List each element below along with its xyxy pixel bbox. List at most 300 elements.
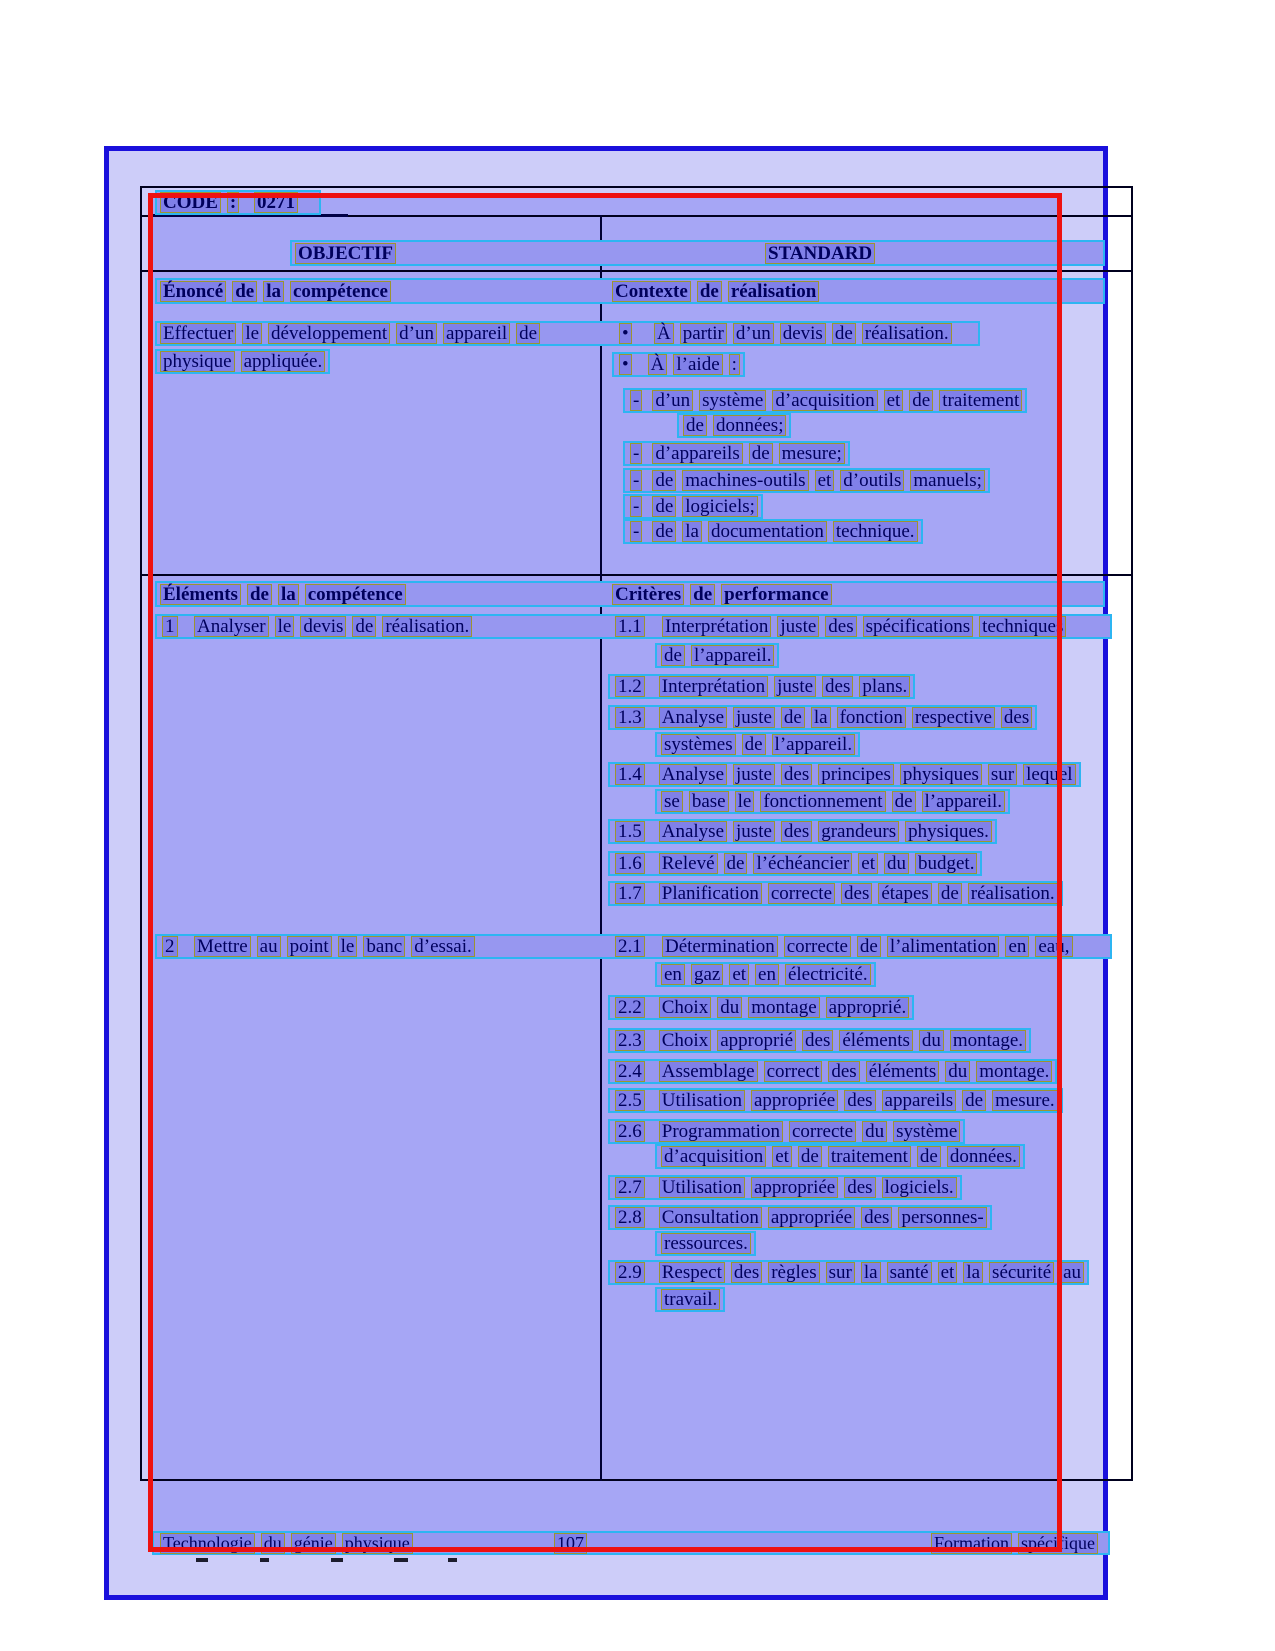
word-box: appliquée. bbox=[241, 351, 326, 372]
element-2-criterion-2-1 bbox=[155, 934, 1112, 959]
word-box: de bbox=[938, 883, 962, 904]
word-box: Relevé bbox=[659, 853, 718, 874]
word-box: STANDARD bbox=[765, 243, 875, 264]
ocr-segment bbox=[683, 415, 786, 436]
ocr-segment bbox=[615, 1061, 645, 1082]
ocr-segment bbox=[648, 354, 740, 375]
word-box: éléments bbox=[839, 1030, 913, 1051]
criterion-1-7 bbox=[608, 881, 1063, 906]
word-box: d’outils bbox=[840, 470, 904, 491]
word-box: réalisation. bbox=[968, 883, 1058, 904]
ocr-segment bbox=[254, 192, 298, 213]
word-box: traitement bbox=[939, 390, 1022, 411]
word-box: traitement bbox=[828, 1146, 911, 1167]
word-box: la bbox=[278, 584, 299, 605]
word-box: Assemblage bbox=[659, 1061, 758, 1082]
ocr-segment bbox=[194, 616, 472, 637]
word-box: devis bbox=[300, 616, 346, 637]
word-box: principes bbox=[818, 764, 894, 785]
word-box: éléments bbox=[866, 1061, 940, 1082]
ocr-segment bbox=[612, 583, 832, 605]
word-box: budget. bbox=[915, 853, 977, 874]
ocr-segment bbox=[160, 351, 325, 372]
word-box: de bbox=[909, 390, 933, 411]
ocr-segment bbox=[661, 964, 871, 985]
word-box: 1.7 bbox=[615, 883, 645, 904]
word-box: de bbox=[516, 323, 540, 344]
ocr-segment bbox=[630, 521, 642, 542]
word-box: juste bbox=[777, 616, 819, 637]
word-box: approprié. bbox=[826, 997, 910, 1018]
word-box: Interprétation bbox=[659, 676, 768, 697]
word-box: appareil bbox=[443, 323, 510, 344]
word-box: développement bbox=[268, 323, 390, 344]
element-1-criterion-1-1 bbox=[155, 614, 1112, 639]
word-box: Consultation bbox=[659, 1207, 762, 1228]
word-box: au bbox=[1060, 1262, 1084, 1283]
ocr-segment bbox=[162, 616, 178, 637]
word-box: 2.4 bbox=[615, 1061, 645, 1082]
ocr-segment bbox=[615, 1121, 645, 1142]
word-box: d’acquisition bbox=[772, 390, 877, 411]
ocr-segment bbox=[160, 280, 391, 302]
ocr-segment bbox=[661, 791, 1005, 812]
word-box: correcte bbox=[789, 1121, 856, 1142]
ocr-segment bbox=[652, 496, 758, 517]
word-box: le bbox=[275, 616, 295, 637]
context-sub-1 bbox=[623, 388, 1027, 413]
word-box: physiques bbox=[900, 764, 982, 785]
ocr-segment bbox=[162, 936, 178, 957]
word-box: personnes- bbox=[898, 1207, 986, 1228]
word-box: Choix bbox=[659, 1030, 711, 1051]
word-box: logiciels. bbox=[882, 1177, 957, 1198]
word-box: l’aide bbox=[673, 354, 722, 375]
word-box: Utilisation bbox=[659, 1090, 745, 1111]
word-box: travail. bbox=[661, 1289, 720, 1310]
word-box: la bbox=[963, 1262, 983, 1283]
ocr-segment bbox=[659, 883, 1058, 904]
word-box: • bbox=[619, 354, 632, 375]
ocr-segment bbox=[554, 1533, 587, 1553]
word-box: montage bbox=[748, 997, 819, 1018]
word-box: ressources. bbox=[661, 1233, 751, 1254]
word-box: des bbox=[802, 1030, 833, 1051]
word-box: point bbox=[287, 936, 332, 957]
word-box: mesure; bbox=[779, 443, 845, 464]
word-box: Formation bbox=[931, 1533, 1012, 1554]
footer-line bbox=[152, 1531, 1110, 1555]
ocr-segment bbox=[615, 936, 645, 957]
word-box: physique bbox=[342, 1533, 413, 1554]
word-box: de bbox=[232, 281, 257, 302]
ocr-segment bbox=[661, 1289, 720, 1310]
print-artifact bbox=[196, 1558, 208, 1562]
word-box: des bbox=[781, 821, 812, 842]
ocr-segment bbox=[661, 1146, 1020, 1167]
word-box: la bbox=[811, 707, 831, 728]
word-box: d’un bbox=[396, 323, 437, 344]
section-header-line-2 bbox=[155, 581, 1105, 607]
word-box: appareils bbox=[882, 1090, 957, 1111]
word-box: du bbox=[862, 1121, 887, 1142]
word-box: respective bbox=[912, 707, 995, 728]
criterion-1-2 bbox=[608, 674, 915, 699]
word-box: de bbox=[352, 616, 376, 637]
word-box: Éléments bbox=[160, 584, 241, 605]
word-box: 2.6 bbox=[615, 1121, 645, 1142]
word-box: l’appareil. bbox=[922, 791, 1006, 812]
word-box: manuels; bbox=[910, 470, 985, 491]
ocr-segment bbox=[630, 496, 642, 517]
column-header-line bbox=[290, 240, 1105, 266]
word-box: étapes bbox=[878, 883, 931, 904]
word-box: - bbox=[630, 390, 642, 411]
ocr-segment bbox=[659, 1030, 1026, 1051]
ocr-segment bbox=[615, 707, 645, 728]
criterion-2-8b bbox=[655, 1231, 756, 1256]
print-artifact bbox=[260, 1558, 269, 1562]
word-box: Respect bbox=[659, 1262, 725, 1283]
word-box: 2.8 bbox=[615, 1207, 645, 1228]
word-box: correcte bbox=[768, 883, 835, 904]
word-box: et bbox=[938, 1262, 958, 1283]
ocr-segment bbox=[630, 443, 642, 464]
ocr-segment bbox=[659, 1090, 1058, 1111]
ocr-segment bbox=[630, 390, 642, 411]
criterion-2-1b bbox=[655, 962, 876, 987]
word-box: d’acquisition bbox=[661, 1146, 766, 1167]
word-box: systèmes bbox=[661, 734, 736, 755]
word-box: de bbox=[690, 584, 715, 605]
word-box: physique bbox=[160, 351, 235, 372]
header-separator-line bbox=[140, 270, 1133, 272]
ocr-segment bbox=[160, 323, 540, 344]
word-box: techniques bbox=[979, 616, 1066, 637]
word-box: d’essai. bbox=[411, 936, 475, 957]
ocr-segment bbox=[765, 242, 875, 264]
ocr-segment bbox=[615, 997, 645, 1018]
word-box: appropriée bbox=[751, 1177, 838, 1198]
statement-line-2 bbox=[155, 349, 330, 374]
word-box: : bbox=[227, 192, 239, 213]
word-box: Programmation bbox=[659, 1121, 783, 1142]
word-box: Choix bbox=[659, 997, 711, 1018]
word-box: banc bbox=[363, 936, 405, 957]
word-box: de bbox=[832, 323, 856, 344]
word-box: appropriée bbox=[751, 1090, 838, 1111]
word-box: du bbox=[261, 1533, 285, 1554]
word-box: réalisation. bbox=[382, 616, 472, 637]
ocr-segment bbox=[615, 1177, 645, 1198]
section-header-line-1 bbox=[155, 278, 1105, 304]
ocr-segment bbox=[659, 764, 1076, 785]
word-box: sécurité bbox=[989, 1262, 1054, 1283]
word-box: Analyse bbox=[659, 821, 727, 842]
word-box: compétence bbox=[305, 584, 406, 605]
ocr-segment bbox=[619, 323, 632, 344]
word-box: partir bbox=[680, 323, 727, 344]
word-box: l’alimentation bbox=[887, 936, 1000, 957]
code-line bbox=[155, 190, 321, 215]
word-box: grandeurs bbox=[818, 821, 899, 842]
criterion-2-6b bbox=[655, 1144, 1025, 1169]
word-box: 1.2 bbox=[615, 676, 645, 697]
word-box: la bbox=[682, 521, 702, 542]
word-box: l’appareil. bbox=[691, 645, 775, 666]
word-box: - bbox=[630, 470, 642, 491]
word-box: À bbox=[648, 354, 668, 375]
ocr-segment bbox=[615, 1262, 645, 1283]
word-box: Analyse bbox=[659, 707, 727, 728]
word-box: - bbox=[630, 496, 642, 517]
word-box: physiques. bbox=[905, 821, 992, 842]
ocr-segment bbox=[619, 354, 632, 375]
word-box: système bbox=[893, 1121, 960, 1142]
ocr-segment bbox=[659, 1061, 1053, 1082]
word-box: 1.6 bbox=[615, 853, 645, 874]
word-box: correcte bbox=[784, 936, 851, 957]
word-box: et bbox=[858, 853, 878, 874]
ocr-segment bbox=[654, 323, 952, 344]
word-box: de bbox=[917, 1146, 941, 1167]
word-box: des bbox=[844, 1177, 875, 1198]
word-box: Critères bbox=[612, 584, 684, 605]
word-box: données; bbox=[713, 415, 787, 436]
criterion-2-9 bbox=[608, 1260, 1089, 1285]
word-box: l’échéancier bbox=[753, 853, 852, 874]
word-box: machines-outils bbox=[682, 470, 808, 491]
ocr-segment bbox=[615, 821, 645, 842]
ocr-segment bbox=[652, 390, 1022, 411]
ocr-segment bbox=[160, 1533, 413, 1553]
word-box: appropriée bbox=[768, 1207, 855, 1228]
word-box: de bbox=[724, 853, 748, 874]
ocr-segment bbox=[615, 616, 645, 637]
word-box: des bbox=[781, 764, 812, 785]
word-box: OBJECTIF bbox=[295, 243, 396, 264]
word-box: de bbox=[742, 734, 766, 755]
criterion-2-9b bbox=[655, 1287, 725, 1312]
context-sub-4 bbox=[623, 494, 763, 519]
word-box: des bbox=[861, 1207, 892, 1228]
word-box: devis bbox=[780, 323, 826, 344]
word-box: et bbox=[772, 1146, 792, 1167]
ocr-segment bbox=[615, 1030, 645, 1051]
word-box: la bbox=[861, 1262, 881, 1283]
word-box: du bbox=[919, 1030, 944, 1051]
ocr-segment bbox=[612, 280, 819, 302]
criterion-2-7 bbox=[608, 1175, 962, 1200]
word-box: - bbox=[630, 521, 642, 542]
word-box: de bbox=[892, 791, 916, 812]
word-box: gaz bbox=[691, 964, 723, 985]
word-box: Contexte bbox=[612, 281, 691, 302]
word-box: juste bbox=[774, 676, 816, 697]
ocr-segment bbox=[615, 676, 645, 697]
word-box: en bbox=[1005, 936, 1029, 957]
word-box: de bbox=[661, 645, 685, 666]
word-box: des bbox=[731, 1262, 762, 1283]
ocr-segment bbox=[652, 443, 845, 464]
word-box: de bbox=[697, 281, 722, 302]
ocr-segment bbox=[662, 936, 1073, 957]
word-box: de bbox=[247, 584, 272, 605]
ocr-segment bbox=[615, 883, 645, 904]
ocr-segment bbox=[615, 764, 645, 785]
word-box: d’appareils bbox=[652, 443, 742, 464]
criterion-1-3b bbox=[655, 732, 860, 757]
criterion-1-5 bbox=[608, 819, 997, 844]
word-box: le bbox=[338, 936, 358, 957]
context-sub-1b bbox=[677, 413, 791, 438]
print-artifact bbox=[331, 1558, 343, 1562]
ocr-segment bbox=[630, 470, 642, 491]
word-box: 0271 bbox=[254, 192, 298, 213]
word-box: technique. bbox=[833, 521, 918, 542]
word-box: le bbox=[242, 323, 262, 344]
criterion-2-3 bbox=[608, 1028, 1031, 1053]
word-box: Énoncé bbox=[160, 281, 226, 302]
word-box: d’un bbox=[652, 390, 693, 411]
criterion-2-5 bbox=[608, 1088, 1063, 1113]
word-box: Planification bbox=[659, 883, 762, 904]
word-box: de bbox=[781, 707, 805, 728]
word-box: du bbox=[945, 1061, 970, 1082]
print-artifact bbox=[448, 1558, 457, 1562]
word-box: 1 bbox=[162, 616, 178, 637]
word-box: fonction bbox=[837, 707, 906, 728]
word-box: et bbox=[729, 964, 749, 985]
word-box: juste bbox=[733, 707, 775, 728]
word-box: des bbox=[825, 616, 856, 637]
word-box: mesure. bbox=[992, 1090, 1058, 1111]
ocr-segment bbox=[659, 997, 909, 1018]
word-box: plans. bbox=[859, 676, 910, 697]
word-box: 1.1 bbox=[615, 616, 645, 637]
word-box: 2.2 bbox=[615, 997, 645, 1018]
word-box: • bbox=[619, 323, 632, 344]
word-box: sur bbox=[826, 1262, 855, 1283]
word-box: de bbox=[749, 443, 773, 464]
ocr-segment bbox=[659, 1207, 987, 1228]
criterion-1-4b bbox=[655, 789, 1010, 814]
word-box: se bbox=[661, 791, 683, 812]
ocr-segment bbox=[160, 583, 406, 605]
word-box: lequel bbox=[1023, 764, 1075, 785]
word-box: en bbox=[661, 964, 685, 985]
word-box: de bbox=[683, 415, 707, 436]
word-box: des bbox=[822, 676, 853, 697]
word-box: des bbox=[828, 1061, 859, 1082]
word-box: de bbox=[857, 936, 881, 957]
ocr-segment bbox=[659, 1262, 1084, 1283]
statement-context-line bbox=[155, 321, 980, 346]
word-box: 1.3 bbox=[615, 707, 645, 728]
word-box: documentation bbox=[708, 521, 827, 542]
word-box: 1.4 bbox=[615, 764, 645, 785]
word-box: montage. bbox=[950, 1030, 1026, 1051]
ocr-segment bbox=[194, 936, 475, 957]
ocr-segment bbox=[661, 734, 855, 755]
word-box: 2.3 bbox=[615, 1030, 645, 1051]
criterion-2-4 bbox=[608, 1059, 1057, 1084]
word-box: Détermination bbox=[662, 936, 778, 957]
context-sub-2 bbox=[623, 441, 850, 466]
ocr-segment bbox=[160, 192, 239, 213]
word-box: 107 bbox=[554, 1533, 587, 1554]
word-box: de bbox=[652, 470, 676, 491]
ocr-segment bbox=[659, 1177, 957, 1198]
column-divider-line bbox=[600, 215, 602, 1481]
ocr-segment bbox=[615, 1207, 645, 1228]
criterion-2-2 bbox=[608, 995, 914, 1020]
ocr-segment bbox=[652, 470, 985, 491]
context-bullet-2 bbox=[612, 352, 745, 377]
word-box: règles bbox=[768, 1262, 819, 1283]
word-box: 1.5 bbox=[615, 821, 645, 842]
ocr-segment bbox=[659, 853, 978, 874]
word-box: spécifications bbox=[863, 616, 973, 637]
context-sub-3 bbox=[623, 468, 990, 493]
word-box: montage. bbox=[976, 1061, 1052, 1082]
ocr-segment bbox=[662, 616, 1066, 637]
word-box: données. bbox=[947, 1146, 1020, 1167]
criterion-2-8 bbox=[608, 1205, 992, 1230]
word-box: Effectuer bbox=[160, 323, 236, 344]
word-box: de bbox=[652, 521, 676, 542]
word-box: de bbox=[962, 1090, 986, 1111]
word-box: juste bbox=[733, 764, 775, 785]
ocr-segment bbox=[931, 1533, 1098, 1553]
word-box: 2.1 bbox=[615, 936, 645, 957]
ocr-segment bbox=[659, 707, 1032, 728]
word-box: du bbox=[884, 853, 909, 874]
context-sub-5 bbox=[623, 519, 923, 544]
word-box: Analyser bbox=[194, 616, 269, 637]
word-box: et bbox=[884, 390, 904, 411]
word-box: la bbox=[263, 281, 284, 302]
word-box: 2.5 bbox=[615, 1090, 645, 1111]
word-box: 2 bbox=[162, 936, 178, 957]
ocr-segment bbox=[659, 676, 910, 697]
criterion-2-6 bbox=[608, 1119, 965, 1144]
word-box: des bbox=[1001, 707, 1032, 728]
word-box: eau, bbox=[1035, 936, 1072, 957]
word-box: sur bbox=[988, 764, 1017, 785]
word-box: Mettre bbox=[194, 936, 251, 957]
ocr-segment bbox=[659, 1121, 961, 1142]
word-box: fonctionnement bbox=[760, 791, 885, 812]
criterion-1-6 bbox=[608, 851, 982, 876]
word-box: correct bbox=[764, 1061, 823, 1082]
ocr-segment bbox=[661, 1233, 751, 1254]
criterion-1-1b bbox=[655, 643, 779, 668]
word-box: de bbox=[652, 496, 676, 517]
word-box: Technologie bbox=[160, 1533, 255, 1554]
word-box: de bbox=[798, 1146, 822, 1167]
word-box: le bbox=[735, 791, 755, 812]
ocr-segment bbox=[652, 521, 917, 542]
word-box: et bbox=[815, 470, 835, 491]
ocr-segment bbox=[295, 242, 396, 264]
word-box: des bbox=[844, 1090, 875, 1111]
word-box: électricité. bbox=[785, 964, 871, 985]
word-box: Interprétation bbox=[662, 616, 771, 637]
word-box: système bbox=[699, 390, 766, 411]
word-box: 2.7 bbox=[615, 1177, 645, 1198]
word-box: d’un bbox=[733, 323, 774, 344]
